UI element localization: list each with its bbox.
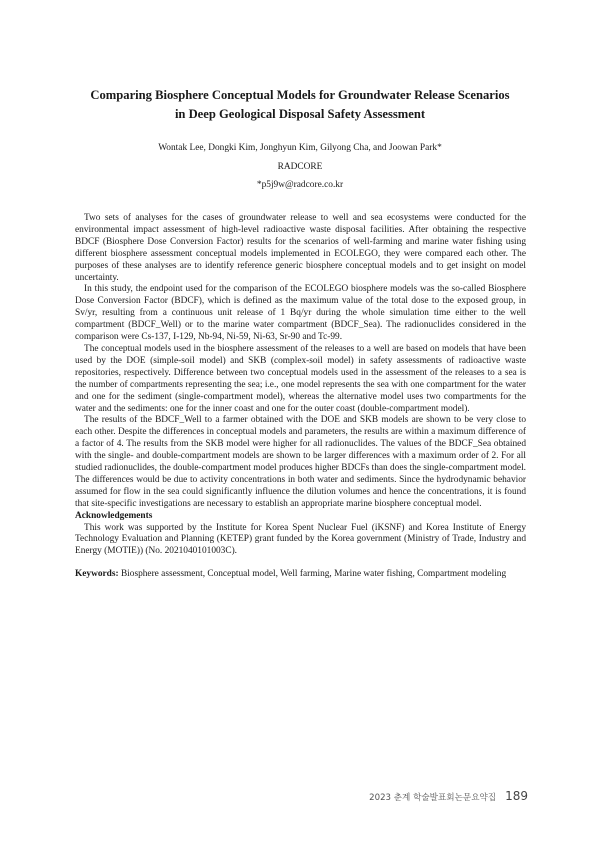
affiliation: RADCORE (277, 162, 323, 172)
paper-title-line-2: in Deep Geological Disposal Safety Assessment (174, 107, 426, 121)
abstract-paragraph-3: The conceptual models used in the biosphere assessment of the releases to a well are based on models that have been used by the DOE (simple-soil model) and SKB (complex-soil model) in safety assessments of radioactive waste repositories, respectively. Difference between two conceptual models used in the assessment of the releases to a sea is the number of compartments representing the sea; i.e., one model represents the sea with one compartment for the water and one for the sediment (single-compartment model), whereas the alternative model uses two compartments for the water and the sediments: one for the inner coast and one for the outer coast (double-compartment model). (75, 343, 526, 414)
acknowledgements-heading: Acknowledgements (75, 510, 153, 521)
keywords-text: Biosphere assessment, Conceptual model, Well farming, Marine water fishing, Compartment modeling (118, 569, 507, 580)
corresponding-email: *p5j9w@radcore.co.kr (256, 180, 344, 190)
abstract-paragraph-2: In this study, the endpoint used for the comparison of the ECOLEGO biosphere models was the so-called Biosphere Dose Conversion Factor (BDCF), which is defined as the maximum value of the total dose to the exposed group, in Sv/yr, resulting from a continuous unit release of 1 Bq/yr during the whole simulation time either to the well compartment (BDCF_Well) or to the marine water compartment (BDCF_Sea). The radionuclides considered in the comparison were Cs-137, I-129, Nb-94, Ni-59, Ni-63, Sr-90 and Tc-99. (75, 284, 526, 343)
page-number: 189 (505, 789, 528, 803)
keywords (75, 569, 526, 581)
abstract-paragraph-1: Two sets of analyses for the cases of groundwater release to well and sea ecosystems were conducted for the environmental impact assessment of high-level radioactive waste disposal facilities. After obtaining the respective BDCF (Biosphere Dose Conversion Factor) results for the scenarios of well-farming and marine water fishing using different biosphere assessment conceptual models implemented in ECOLEGO, they were compared each other. The purposes of these analyses are to identify reference generic biosphere conceptual models and to get insight on model uncertainty. (75, 213, 526, 283)
proceedings-title: 2023 춘계 학술발표회논문요약집 (369, 793, 497, 803)
paper-title-line-1: Comparing Biosphere Conceptual Models for Groundwater Release Scenarios (90, 88, 510, 102)
acknowledgements-text: This work was supported by the Institute for Korea Spent Nuclear Fuel (iKSNF) and Korea Institute of Energy Technology Evaluation and Planning (KETEP) grant funded by the Korea government (Ministry of Trade, Industry and Energy (MOTIE)) (No. 2021040101003C). (75, 522, 526, 557)
abstract-body (75, 213, 526, 581)
page-footer (369, 789, 528, 803)
abstract-paragraph-4: The results of the BDCF_Well to a farmer obtained with the DOE and SKB models are shown to be very close to each other. Despite the differences in conceptual models and parameters, the results are within a maximum difference of a factor of 4. The results from the SKB model were higher for all radionuclides. The values of the BDCF_Sea obtained with the single- and double-compartment models are shown to be larger differences with a maximum order of 2. For all studied radionuclides, the double-compartment model produces higher BDCFs than does the single-compartment model. The differences would be due to activity concentrations in both water and sediments. Since the hydrodynamic behavior assumed for flow in the sea could significantly influence the dilution volumes and hence the concentrations, it is found that site-specific investigations are necessary to establish an appropriate marine biosphere conceptual model. (75, 415, 526, 509)
author-list: Wontak Lee, Dongki Kim, Jonghyun Kim, Gilyong Cha, and Joowan Park* (158, 143, 442, 153)
paper-title (60, 86, 540, 124)
keywords-label: Keywords: (75, 569, 119, 580)
